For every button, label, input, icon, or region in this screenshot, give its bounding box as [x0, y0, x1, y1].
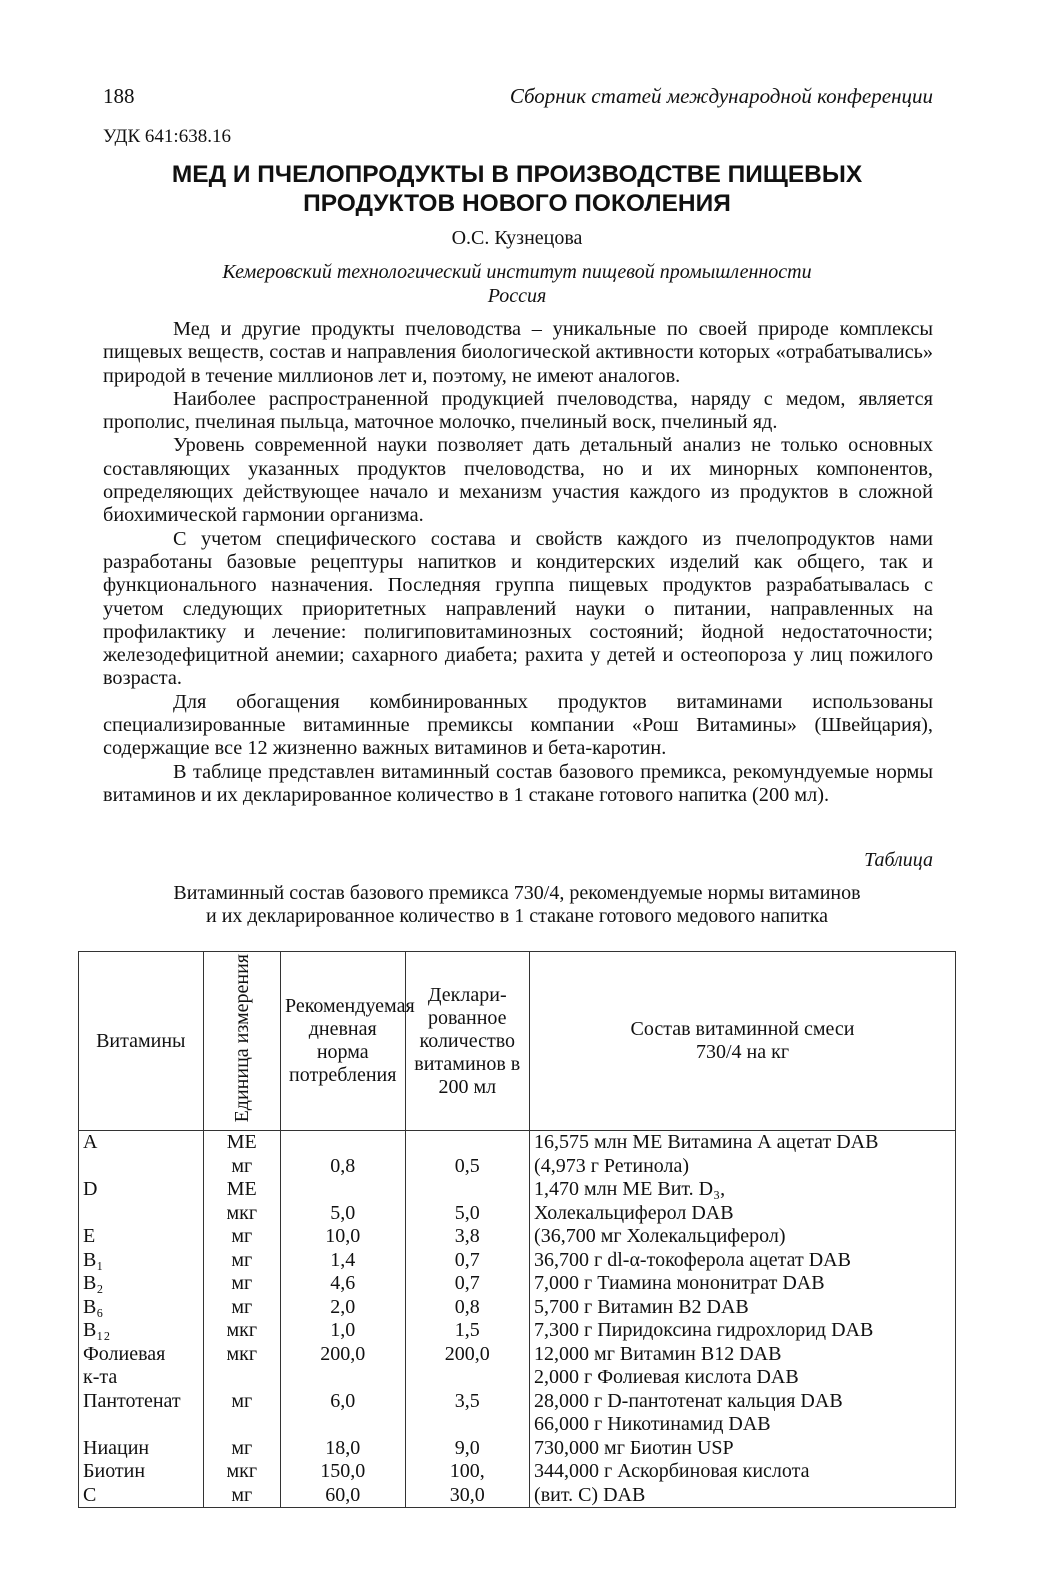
cell-composition: 7,300 г Пиридоксина гидрохлорид DAB — [530, 1319, 956, 1343]
cell-composition: 12,000 мг Витамин B12 DAB — [530, 1343, 956, 1367]
cell-vitamin — [79, 1155, 204, 1179]
header-unit-text: Единица измерения — [230, 954, 253, 1123]
paragraph: Мед и другие продукты пчеловодства – уникальные по своей природе комплексы пищевых веществ, состав и направления биологической активности которых «отрабатывались» природой в течение миллионов лет и, поэтому, не имеют аналогов. — [103, 318, 933, 387]
article-title — [100, 160, 934, 218]
cell-vitamin: Фолиевая — [79, 1343, 204, 1367]
cell-vitamin: B₂ — [79, 1272, 204, 1296]
cell-unit: мг — [203, 1155, 280, 1179]
cell-unit: мг — [203, 1484, 280, 1508]
cell-norm: 0,8 — [280, 1155, 405, 1179]
table-row — [79, 1249, 956, 1273]
cell-composition: (4,973 г Ретинола) — [530, 1155, 956, 1179]
cell-norm — [280, 1413, 405, 1437]
cell-unit: мг — [203, 1437, 280, 1461]
header-norm: Рекомендуемая дневная норма потребления — [280, 952, 405, 1131]
table-row — [79, 1155, 956, 1179]
cell-norm: 18,0 — [280, 1437, 405, 1461]
cell-unit: мкг — [203, 1319, 280, 1343]
cell-norm: 1,4 — [280, 1249, 405, 1273]
cell-vitamin: B₆ — [79, 1296, 204, 1320]
table-row — [79, 1460, 956, 1484]
cell-composition: 66,000 г Никотинамид DAB — [530, 1413, 956, 1437]
affiliation-line: Россия — [487, 285, 547, 307]
cell-unit — [203, 1366, 280, 1390]
cell-norm — [280, 1131, 405, 1155]
caption-line: и их декларированное количество в 1 стакане готового медового напитка — [206, 905, 828, 927]
cell-unit: мг — [203, 1249, 280, 1273]
cell-unit: мг — [203, 1272, 280, 1296]
cell-norm: 2,0 — [280, 1296, 405, 1320]
cell-declared: 9,0 — [405, 1437, 530, 1461]
cell-declared: 1,5 — [405, 1319, 530, 1343]
cell-declared: 0,5 — [405, 1155, 530, 1179]
cell-vitamin: A — [79, 1131, 204, 1155]
article-body — [103, 318, 933, 807]
cell-vitamin — [79, 1413, 204, 1437]
cell-composition: 7,000 г Тиамина мононитрат DAB — [530, 1272, 956, 1296]
header-unit — [203, 952, 280, 1131]
cell-norm: 10,0 — [280, 1225, 405, 1249]
table-row — [79, 1178, 956, 1202]
table-header-row — [79, 952, 956, 1131]
cell-declared — [405, 1366, 530, 1390]
cell-vitamin — [79, 1202, 204, 1226]
cell-unit: мкг — [203, 1343, 280, 1367]
header-composition: Состав витаминной смеси 730/4 на кг — [530, 952, 956, 1131]
table-row — [79, 1437, 956, 1461]
table-row — [79, 1390, 956, 1414]
paragraph: В таблице представлен витаминный состав базового премикса, рекомундуемые нормы витаминов и их декларированное количество в 1 стакане готового напитка (200 мл). — [103, 760, 933, 806]
cell-norm: 4,6 — [280, 1272, 405, 1296]
cell-declared: 100, — [405, 1460, 530, 1484]
table-row — [79, 1319, 956, 1343]
cell-declared: 30,0 — [405, 1484, 530, 1508]
cell-norm — [280, 1366, 405, 1390]
cell-unit: мкг — [203, 1202, 280, 1226]
cell-norm: 1,0 — [280, 1319, 405, 1343]
cell-declared: 5,0 — [405, 1202, 530, 1226]
table-caption — [100, 882, 934, 928]
cell-composition: 16,575 млн МЕ Витамина А ацетат DAB — [530, 1131, 956, 1155]
table-row — [79, 1296, 956, 1320]
paragraph: Уровень современной науки позволяет дать детальный анализ не только основных составляющих указанных продуктов пчеловодства, но и их минорных компонентов, определяющих действующее начало и механизм участия каждого из продуктов в сложной биохимической гармонии организма. — [103, 434, 933, 527]
cell-composition: 344,000 г Аскорбиновая кислота — [530, 1460, 956, 1484]
cell-norm: 5,0 — [280, 1202, 405, 1226]
cell-unit: мг — [203, 1390, 280, 1414]
paragraph: С учетом специфического состава и свойств каждого из пчелопродуктов нами разработаны базовые рецептуры напитков и кондитерских изделий как общего, так и функционального назначения. Последняя группа пищевых продуктов разрабатывалась с учетом следующих приоритетных направлений науки о питании, направленных на профилактику и лечение: полигиповитаминозных состояний; йодной недостаточности; железодефицитной анемии; сахарного диабета; рахита у детей и остеопороза у лиц пожилого возраста. — [103, 527, 933, 690]
cell-vitamin: C — [79, 1484, 204, 1508]
cell-unit: мкг — [203, 1460, 280, 1484]
cell-norm: 60,0 — [280, 1484, 405, 1508]
table-row — [79, 1131, 956, 1155]
cell-declared: 0,8 — [405, 1296, 530, 1320]
table-body — [79, 1131, 956, 1508]
cell-declared — [405, 1178, 530, 1202]
table-row — [79, 1343, 956, 1367]
cell-unit: мг — [203, 1225, 280, 1249]
vitamin-table — [78, 951, 956, 1508]
title-line: МЕД И ПЧЕЛОПРОДУКТЫ В ПРОИЗВОДСТВЕ ПИЩЕВЫХ — [171, 161, 863, 188]
cell-vitamin: B₁₂ — [79, 1319, 204, 1343]
cell-vitamin: Биотин — [79, 1460, 204, 1484]
cell-composition: 1,470 млн МЕ Вит. D₃, — [530, 1178, 956, 1202]
table-label: Таблица — [864, 849, 933, 871]
cell-composition: 5,700 г Витамин B2 DAB — [530, 1296, 956, 1320]
paragraph: Наиболее распространенной продукцией пчеловодства, наряду с медом, является прополис, пчелиная пыльца, маточное молочко, пчелиный воск, пчелиный яд. — [103, 387, 933, 434]
cell-unit — [203, 1413, 280, 1437]
title-line: ПРОДУКТОВ НОВОГО ПОКОЛЕНИЯ — [303, 190, 731, 217]
author: О.С. Кузнецова — [451, 227, 583, 249]
cell-vitamin: Ниацин — [79, 1437, 204, 1461]
cell-composition: 2,000 г Фолиевая кислота DAB — [530, 1366, 956, 1390]
udk-code: УДК 641:638.16 — [103, 126, 231, 147]
cell-unit: ME — [203, 1178, 280, 1202]
running-head: Сборник статей международной конференции — [509, 84, 933, 108]
header-vitamins: Витамины — [79, 952, 204, 1131]
table-row — [79, 1484, 956, 1508]
cell-vitamin: к-та — [79, 1366, 204, 1390]
cell-norm: 150,0 — [280, 1460, 405, 1484]
table-row — [79, 1202, 956, 1226]
header-declared: Деклари-рованное количество витаминов в 200 мл — [405, 952, 530, 1131]
cell-declared: 3,5 — [405, 1390, 530, 1414]
cell-declared: 3,8 — [405, 1225, 530, 1249]
table-row — [79, 1413, 956, 1437]
cell-declared: 200,0 — [405, 1343, 530, 1367]
table-row — [79, 1272, 956, 1296]
page-header — [103, 84, 933, 114]
cell-declared: 0,7 — [405, 1249, 530, 1273]
cell-composition: Холекальциферол DAB — [530, 1202, 956, 1226]
cell-norm: 200,0 — [280, 1343, 405, 1367]
affiliation-line: Кемеровский технологический институт пищевой промышленности — [222, 261, 812, 283]
paragraph: Для обогащения комбинированных продуктов витаминами использованы специализированные витаминные премиксы компании «Рош Витамины» (Швейцария), содержащие все 12 жизненно важных витаминов и бета-каротин. — [103, 690, 933, 760]
page-number: 188 — [103, 84, 135, 108]
cell-composition: 730,000 мг Биотин USP — [530, 1437, 956, 1461]
caption-line: Витаминный состав базового премикса 730/4, рекомендуемые нормы витаминов — [173, 882, 861, 904]
cell-vitamin: Пантотенат — [79, 1390, 204, 1414]
cell-unit: ME — [203, 1131, 280, 1155]
cell-composition: (вит. C) DAB — [530, 1484, 956, 1508]
cell-declared — [405, 1131, 530, 1155]
cell-declared — [405, 1413, 530, 1437]
affiliation — [100, 260, 934, 308]
cell-norm — [280, 1178, 405, 1202]
cell-norm: 6,0 — [280, 1390, 405, 1414]
cell-composition: 36,700 г dl-α-токоферола ацетат DAB — [530, 1249, 956, 1273]
cell-vitamin: B₁ — [79, 1249, 204, 1273]
table-row — [79, 1366, 956, 1390]
cell-vitamin: E — [79, 1225, 204, 1249]
cell-composition: 28,000 г D-пантотенат кальция DAB — [530, 1390, 956, 1414]
cell-composition: (36,700 мг Холекальциферол) — [530, 1225, 956, 1249]
cell-unit: мг — [203, 1296, 280, 1320]
cell-vitamin: D — [79, 1178, 204, 1202]
cell-declared: 0,7 — [405, 1272, 530, 1296]
table-row — [79, 1225, 956, 1249]
